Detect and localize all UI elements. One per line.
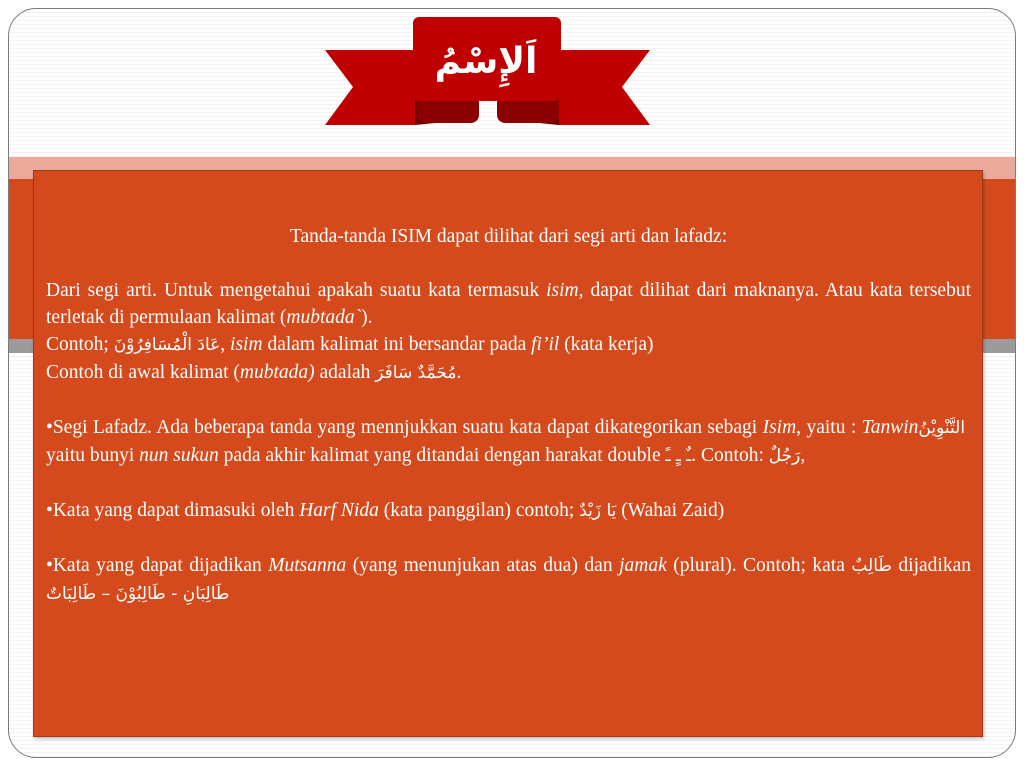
- text: •Kata yang dapat dimasuki oleh: [46, 500, 300, 521]
- paragraph-contoh-1: [46, 331, 971, 359]
- arabic-example: يَا زَيْدٌ: [579, 501, 617, 521]
- arabic-example: ـٌ ـٍ ـً: [665, 446, 692, 466]
- intro-line: Tanda-tanda ISIM dapat dilihat dari segi arti dan lafadz:: [289, 226, 728, 247]
- arabic-example: طَالِبَانِ - طَالِبُوْنَ – طَالِبَاتٌ: [46, 584, 230, 604]
- text: .: [456, 362, 462, 383]
- italic-term: nun sukun: [139, 445, 219, 466]
- arabic-example: عَادَ الْمُسَافِرُوْنَ: [113, 335, 221, 355]
- text: (Wahai Zaid): [616, 500, 725, 521]
- text: dijadikan: [891, 555, 971, 576]
- content-text: [46, 223, 971, 608]
- paragraph-mutsanna: [46, 552, 971, 608]
- text: ,: [220, 334, 231, 355]
- text: •Segi Lafadz. Ada beberapa tanda yang mennjukkan suatu kata dapat dikategorikan sebagi: [46, 417, 763, 438]
- text: Contoh di awal kalimat (: [46, 362, 240, 383]
- text: (kata kerja): [559, 334, 654, 355]
- paragraph-arti: [46, 277, 971, 331]
- text: (plural). Contoh; kata: [666, 555, 852, 576]
- text: ,: [800, 445, 806, 466]
- text: . Contoh:: [691, 445, 769, 466]
- text: dalam kalimat ini bersandar pada: [262, 334, 532, 355]
- title-ribbon: [325, 15, 650, 135]
- paragraph-contoh-2: [46, 359, 971, 387]
- text: adalah: [314, 362, 376, 383]
- arabic-example: مُحَمَّدٌ سَافَرَ: [375, 363, 457, 383]
- italic-term: jamak: [619, 555, 667, 576]
- text: (kata panggilan) contoh;: [378, 500, 580, 521]
- text: (yang menunjukan atas dua) dan: [346, 555, 620, 576]
- arabic-example: رَجُلٌ: [768, 446, 801, 466]
- text: •Kata yang dapat dijadikan: [46, 555, 269, 576]
- italic-term: mubtada): [239, 362, 315, 383]
- text: ).: [361, 307, 373, 328]
- italic-term: Tanwin: [861, 417, 919, 438]
- paragraph-lafadz: [46, 414, 971, 470]
- text: yaitu bunyi: [46, 445, 140, 466]
- arabic-example: طَالِبٌ: [851, 556, 892, 576]
- arabic-example: التَّنْوِيْنُ: [918, 418, 971, 438]
- text: , yaitu :: [796, 417, 862, 438]
- slide-title: اَلإِسْمُ: [434, 40, 538, 82]
- italic-term: fi’il: [531, 334, 560, 355]
- paragraph-nida: [46, 497, 971, 525]
- italic-term: isim: [230, 334, 263, 355]
- text: Dari segi arti. Untuk mengetahui apakah suatu kata termasuk: [46, 280, 547, 301]
- text: , dapat dilihat dari maknanya. Atau kata tersebut terletak di permulaan kalimat (: [46, 280, 971, 328]
- italic-term: Harf Nida: [299, 500, 379, 521]
- content-box: [33, 170, 983, 737]
- italic-term: Mutsanna: [268, 555, 347, 576]
- italic-term: mubtada`: [286, 307, 362, 328]
- italic-term: isim: [546, 280, 579, 301]
- italic-term: Isim: [762, 417, 797, 438]
- text: pada akhir kalimat yang ditandai dengan harakat double: [218, 445, 666, 466]
- text: Contoh;: [46, 334, 114, 355]
